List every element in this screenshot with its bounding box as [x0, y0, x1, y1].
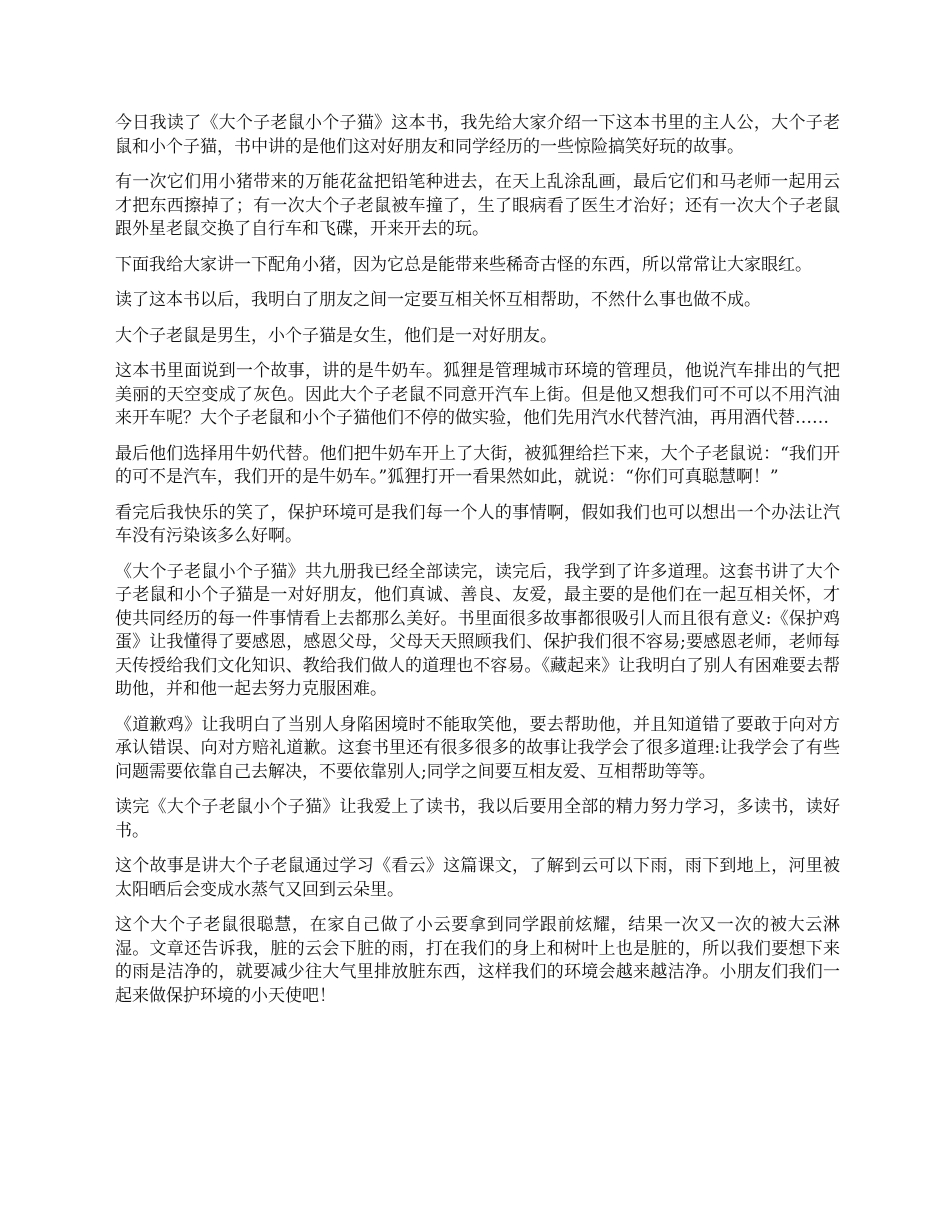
paragraph-11: 读完《大个子老鼠小个子猫》让我爱上了读书，我以后要用全部的精力努力学习，多读书，读好书。 — [115, 797, 840, 841]
paragraph-4: 读了这本书以后，我明白了朋友之间一定要互相关怀互相帮助，不然什么事也做不成。 — [115, 290, 761, 310]
paragraph-9: 《大个子老鼠小个子猫》共九册我已经全部读完，读完后，我学到了许多道理。这套书讲了大个子老鼠和小个子猫是一对好朋友，他们真诚、善良、友爱，最主要的是他们在一起互相关怀，才使共同经历的每一件事情看上去都那么美好。书里面很多故事都很吸引人而且很有意义:《保护鸡蛋》让我懂得了要感恩，感恩父母，父母天天照顾我们、保护我们很不容易;要感恩老师，老师每天传授给我们文化知识、教给我们做人的道理也不容易。《藏起来》让我明白了别人有困难要去帮助他，并和他一起去努力克服困难。 — [115, 561, 840, 699]
paragraph-2: 有一次它们用小猪带来的万能花盆把铅笔种进去，在天上乱涂乱画，最后它们和马老师一起用云才把东西擦掉了；有一次大个子老鼠被车撞了，生了眼病看了医生才治好；还有一次大个子老鼠跟外星老鼠交换了自行车和飞碟，开来开去的玩。 — [115, 172, 840, 239]
paragraph-1: 今日我读了《大个子老鼠小个子猫》这本书，我先给大家介绍一下这本书里的主人公，大个子老鼠和小个子猫，书中讲的是他们这对好朋友和同学经历的一些惊险搞笑好玩的故事。 — [115, 113, 840, 157]
document-body — [115, 112, 840, 1020]
paragraph-12: 这个故事是讲大个子老鼠通过学习《看云》这篇课文，了解到云可以下雨，雨下到地上，河里被太阳晒后会变成水蒸气又回到云朵里。 — [115, 856, 840, 900]
paragraph-5: 大个子老鼠是男生，小个子猫是女生，他们是一对好朋友。 — [115, 325, 557, 346]
paragraph-8: 看完后我快乐的笑了，保护环境可是我们每一个人的事情啊，假如我们也可以想出一个办法让汽车没有污染该多么好啊。 — [115, 502, 840, 546]
paragraph-6: 这本书里面说到一个故事，讲的是牛奶车。狐狸是管理城市环境的管理员，他说汽车排出的气把美丽的天空变成了灰色。因此大个子老鼠不同意开汽车上街。但是他又想我们可不可以不用汽油来开车呢？大个子老鼠和小个子猫他们不停的做实验，他们先用汽水代替汽油，再用酒代替…… — [115, 361, 840, 428]
paragraph-3: 下面我给大家讲一下配角小猪，因为它总是能带来些稀奇古怪的东西，所以常常让大家眼红。 — [115, 254, 812, 275]
paragraph-7: 最后他们选择用牛奶代替。他们把牛奶车开上了大街，被狐狸给拦下来，大个子老鼠说：“我们开的可不是汽车，我们开的是牛奶车。”狐狸打开一看果然如此，就说：“你们可真聪慧啊！” — [115, 443, 840, 487]
paragraph-13: 这个大个子老鼠很聪慧，在家自己做了小云要拿到同学跟前炫耀，结果一次又一次的被大云淋湿。文章还告诉我，脏的云会下脏的雨，打在我们的身上和树叶上也是脏的，所以我们要想下来的雨是洁净的，就要减少往大气里排放脏东西，这样我们的环境会越来越洁净。小朋友们我们一起来做保护环境的小天使吧！ — [115, 915, 840, 1006]
paragraph-10: 《道歉鸡》让我明白了当别人身陷困境时不能取笑他，要去帮助他，并且知道错了要敢于向对方承认错误、向对方赔礼道歉。这套书里还有很多很多的故事让我学会了很多道理:让我学会了有些问题需要依靠自己去解决，不要依靠别人;同学之间要互相友爱、互相帮助等等。 — [115, 714, 840, 782]
